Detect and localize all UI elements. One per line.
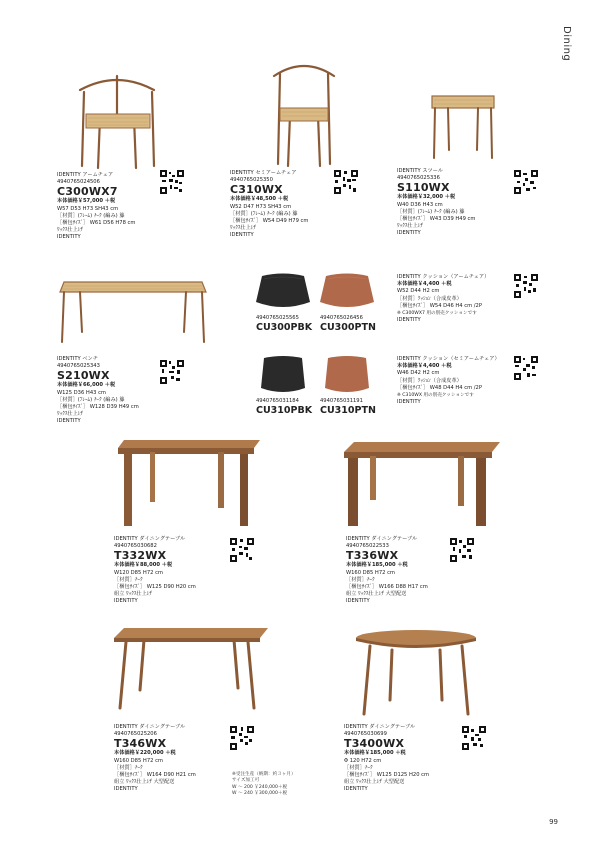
product-code: C310WX — [230, 183, 283, 197]
product-code: C300WX7 — [57, 185, 118, 199]
cushion-cu300ptn-label: 4940765026456 CU300PTN — [320, 315, 376, 333]
product-code: CU300PTN — [320, 322, 376, 333]
product-code: CU310PTN — [320, 405, 376, 416]
product-code: CU310PBK — [256, 405, 313, 416]
table-t336wx-image — [340, 438, 504, 530]
cushion-tan-semi-image — [322, 354, 372, 396]
product-code: S210WX — [57, 369, 110, 383]
product-info-t3400wx: IDENTITY ダイニングテーブル 4940765030699 T3400WX 本体価格￥185,000 ＋税 Φ 120 H72 cm ［材質］ﾁｰｸ ［梱包ｻｲｽﾞ］ W125 D125 H20 cm 組立 ﾜｯｸｽ仕上げ 大型配送 IDENTITY — [344, 724, 430, 793]
stool-image — [428, 92, 498, 160]
product-info-cushion-semi: IDENTITY クッション（セミアームチェア） 本体価格￥4,400 ＋税 W46 D42 H2 cm ［材質］ｸｯｼｮﾝ（合成皮革） ［梱包ｻｲｽﾞ］ W48 D44 H4 cm /2P ※ C310WX 用の別売クッションです IDENTITY — [397, 356, 500, 406]
qr-code-icon[interactable] — [230, 538, 254, 562]
product-info-s210wx: IDENTITY ベンチ 4940765025343 S210WX 本体価格￥66,000 ＋税 W125 D36 H43 cm ［材質］(ﾌﾚｰﾑ) ﾁｰｸ (編み) 籐 ［梱包ｻｲｽﾞ］ W128 D39 H49 cm ﾜｯｸｽ仕上げ IDENTITY — [57, 356, 139, 425]
qr-code-icon[interactable] — [514, 356, 538, 380]
product-info-t336wx: IDENTITY ダイニングテーブル 4940765022533 T336WX 本体価格￥185,000 ＋税 W160 D85 H72 cm ［材質］ﾁｰｸ ［梱包ｻｲｽﾞ］ W166 D88 H17 cm 組立 ﾜｯｸｽ仕上げ 大型配送 IDENTITY — [346, 536, 428, 605]
page-number: 99 — [549, 818, 558, 826]
qr-code-icon[interactable] — [514, 170, 538, 194]
product-code: CU300PBK — [256, 322, 313, 333]
qr-code-icon[interactable] — [160, 360, 184, 384]
qr-code-icon[interactable] — [514, 274, 538, 298]
product-code: T346WX — [114, 737, 167, 751]
product-code: T3400WX — [344, 737, 405, 751]
cushion-cu310ptn-label: 4940765031191 CU310PTN — [320, 398, 376, 416]
product-code: T336WX — [346, 549, 399, 563]
bench-image — [56, 276, 210, 346]
armchair-image — [72, 68, 162, 170]
cushion-cu310pbk-label: 4940765031184 CU310PBK — [256, 398, 313, 416]
product-info-t346wx: IDENTITY ダイニングテーブル 4940765025206 T346WX 本体価格￥220,000 ＋税 W160 D85 H72 cm ［材質］ﾁｰｸ ［梱包ｻｲｽﾞ］ W164 D90 H21 cm 組立 ﾜｯｸｽ仕上げ 大型配送 IDENTITY — [114, 724, 196, 793]
section-label: Dining — [561, 26, 572, 62]
table-t332wx-image — [114, 436, 264, 528]
table-t3400wx-image — [352, 628, 480, 718]
table-t346wx-image — [110, 624, 272, 710]
cushion-tan-arm-image — [318, 272, 376, 312]
qr-code-icon[interactable] — [230, 726, 254, 750]
cushion-black-arm-image — [254, 272, 312, 312]
qr-code-icon[interactable] — [450, 538, 474, 562]
product-info-c310wx: IDENTITY セミアームチェア 4940765025350 C310WX 本体価格￥48,500 ＋税 W52 D47 H73 SH43 cm ［材質］(ﾌﾚｰﾑ) ﾁｰｸ (編み) 籐 ［梱包ｻｲｽﾞ］ W54 D49 H79 cm ﾜｯｸｽ仕上げ IDENTITY — [230, 170, 309, 239]
product-info-s110wx: IDENTITY スツール 4940765025336 S110WX 本体価格￥32,000 ＋税 W40 D36 H43 cm ［材質］(ﾌﾚｰﾑ) ﾁｰｸ (編み) 籐 ［梱包ｻｲｽﾞ］ W43 D39 H49 cm ﾜｯｸｽ仕上げ IDENTITY — [397, 168, 476, 237]
qr-code-icon[interactable] — [462, 726, 486, 750]
product-code: T332WX — [114, 549, 167, 563]
semi-armchair-image — [268, 58, 340, 168]
product-info-t332wx: IDENTITY ダイニングテーブル 4940765030682 T332WX 本体価格￥88,000 ＋税 W120 D85 H72 cm ［材質］ﾁｰｸ ［梱包ｻｲｽﾞ］ W125 D90 H20 cm 組立 ﾜｯｸｽ仕上げ IDENTITY — [114, 536, 196, 605]
cushion-cu300pbk-label: 4940765025565 CU300PBK — [256, 315, 313, 333]
qr-code-icon[interactable] — [160, 170, 184, 194]
custom-order-note: ※受注生産（納期：約３ヶ月） サイズ加工可 W ～ 200 ￥240,000＋税 W ～ 240 ￥300,000＋税 — [232, 772, 296, 797]
cushion-black-semi-image — [258, 354, 308, 396]
product-info-cushion-arm: IDENTITY クッション（アームチェア） 本体価格￥4,400 ＋税 W52 D44 H2 cm ［材質］ｸｯｼｮﾝ（合成皮革） ［梱包ｻｲｽﾞ］ W54 D46 H4 cm /2P ※ C300WX7 用の別売クッションです IDENTITY — [397, 274, 490, 324]
product-info-c300wx7: IDENTITY アームチェア 4940765024506 C300WX7 本体価格￥57,000 ＋税 W57 D53 H73 SH43 cm ［材質］(ﾌﾚｰﾑ) ﾁｰｸ (編み) 籐 ［梱包ｻｲｽﾞ］ W61 D56 H78 cm ﾜｯｸｽ仕上げ IDENTITY — [57, 172, 136, 241]
qr-code-icon[interactable] — [334, 170, 358, 194]
product-code: S110WX — [397, 181, 450, 195]
